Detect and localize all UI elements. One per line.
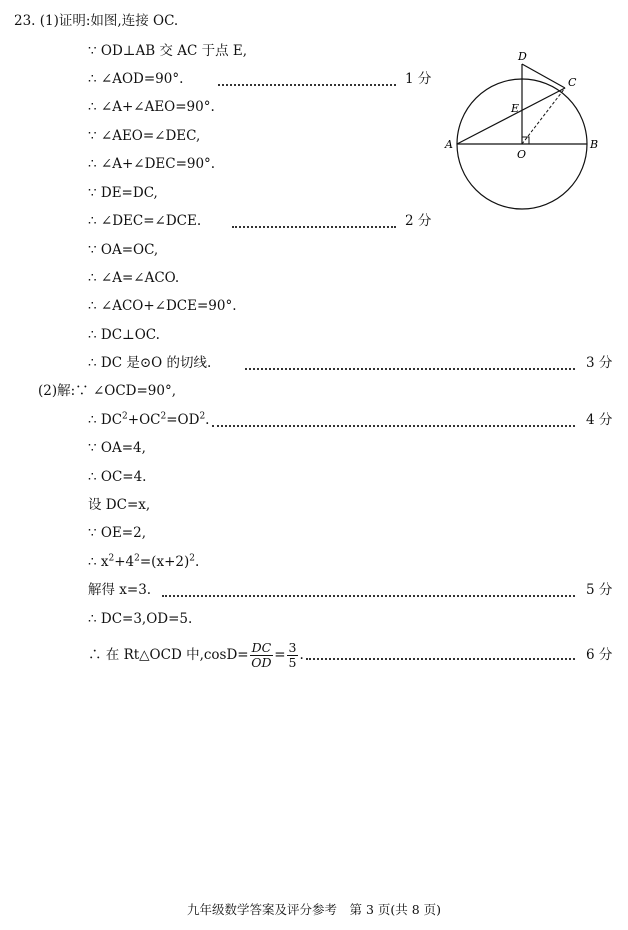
proof-line-3: ∴ ∠A+∠AEO=90°.: [88, 99, 215, 115]
solution-line-1-c: =OD: [166, 412, 200, 428]
solution-line-6-a: ∴ x: [88, 554, 109, 570]
solution-line-9-c: .: [299, 647, 304, 663]
score-5: 5 分: [586, 582, 613, 598]
score-leader-dots: [306, 658, 575, 660]
proof-line-7: ∴ ∠DEC=∠DCE.: [88, 213, 202, 229]
segment-oc-dashed: [522, 88, 565, 144]
solution-line-6-d: .: [194, 554, 200, 570]
solution-line-8: ∴ DC=3,OD=5.: [88, 611, 193, 627]
solution-line-5: ∵ OE=2,: [88, 525, 146, 541]
proof-line-6: ∵ DE=DC,: [88, 185, 158, 201]
solution-line-7: 解得 x=3.: [88, 582, 152, 598]
proof-line-4: ∵ ∠AEO=∠DEC,: [88, 128, 201, 144]
circle-geometry-figure: [440, 46, 610, 236]
score-4: 4 分: [586, 412, 613, 428]
proof-line-10: ∴ ∠ACO+∠DCE=90°.: [88, 298, 237, 314]
segment-ac: [457, 88, 565, 144]
fraction-dc-over-od: [250, 641, 274, 670]
exponent: 2: [160, 411, 167, 422]
fraction-numerator: 3: [288, 640, 297, 655]
label-b: B: [590, 138, 599, 151]
label-c: C: [568, 76, 577, 89]
segment-dc: [522, 64, 565, 88]
solution-line-6: [88, 553, 199, 571]
score-leader-dots: [218, 84, 396, 86]
problem-23-part1-heading: 23. (1)证明:如图,连接 OC.: [14, 13, 179, 29]
exponent: 2: [122, 411, 128, 422]
solution-line-6-c: =(x+2): [139, 554, 190, 570]
solution-line-9-b: =: [274, 647, 286, 663]
label-d: D: [518, 50, 527, 63]
label-o: O: [517, 148, 527, 161]
solution-line-3: ∴ OC=4.: [88, 469, 147, 485]
solution-line-4: 设 DC=x,: [88, 497, 151, 513]
proof-line-1: ∵ OD⊥AB 交 AC 于点 E,: [88, 43, 248, 59]
score-leader-dots: [245, 368, 575, 370]
fraction-denominator: 5: [288, 655, 297, 670]
fraction-denominator: OD: [251, 655, 272, 670]
fraction-three-fifths: [287, 641, 299, 670]
proof-line-8: ∵ OA=OC,: [88, 242, 159, 258]
page-footer: 九年级数学答案及评分参考 第 3 页(共 8 页): [186, 902, 442, 917]
solution-line-1: [88, 411, 209, 429]
score-2: 2 分: [405, 213, 432, 229]
fraction-numerator: DC: [251, 640, 272, 655]
score-6: 6 分: [586, 647, 613, 663]
problem-23-part2-heading: (2)解:∵ ∠OCD=90°,: [38, 383, 177, 399]
solution-line-9-a: ∴ 在 Rt△OCD 中,cosD=: [88, 647, 249, 663]
score-1: 1 分: [405, 71, 432, 87]
proof-line-9: ∴ ∠A=∠ACO.: [88, 270, 180, 286]
exponent: 2: [199, 411, 206, 422]
solution-line-2: ∵ OA=4,: [88, 440, 146, 456]
solution-line-1-d: .: [205, 412, 210, 428]
exponent: 2: [134, 553, 140, 564]
label-a: A: [445, 138, 453, 151]
exponent: 2: [108, 553, 115, 564]
solution-line-1-a: ∴ DC: [88, 412, 123, 428]
score-leader-dots: [162, 595, 575, 597]
proof-line-2: ∴ ∠AOD=90°.: [88, 71, 184, 87]
score-3: 3 分: [586, 355, 613, 371]
solution-line-6-b: +4: [114, 554, 135, 570]
proof-line-12: ∴ DC 是⊙O 的切线.: [88, 355, 212, 371]
label-e: E: [511, 102, 520, 115]
solution-line-1-b: +OC: [127, 412, 161, 428]
proof-line-5: ∴ ∠A+∠DEC=90°.: [88, 156, 216, 172]
exponent: 2: [189, 553, 195, 564]
score-leader-dots: [232, 226, 396, 228]
solution-line-9: [88, 638, 304, 672]
proof-line-11: ∴ DC⊥OC.: [88, 327, 160, 343]
score-leader-dots: [212, 425, 575, 427]
